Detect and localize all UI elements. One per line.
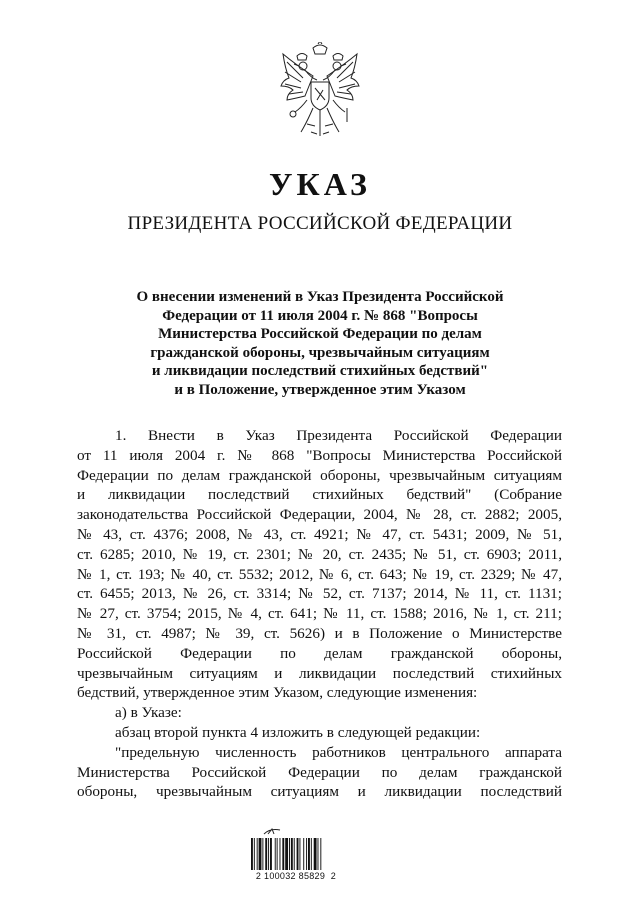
body-line: от 11 июля 2004 г. № 868 "Вопросы Министерства Российской xyxy=(77,446,562,464)
barcode-bar xyxy=(289,838,290,870)
barcode-bar xyxy=(297,838,299,870)
barcode-bar xyxy=(275,838,276,870)
body-line: № 27, ст. 3754; 2015, № 4, ст. 641; № 11, ст. 1588; 2016, № 1, ст. 211; xyxy=(77,605,562,623)
body-line: обороны, чрезвычайным ситуациям и ликвидации последствий xyxy=(77,783,562,801)
issuer-heading: ПРЕЗИДЕНТА РОССИЙСКОЙ ФЕДЕРАЦИИ xyxy=(127,213,513,234)
title-line: Федерации от 11 июля 2004 г. № 868 "Вопросы xyxy=(162,307,478,324)
title-line: и в Положение, утвержденное этим Указом xyxy=(174,381,466,398)
barcode-bar xyxy=(277,838,278,870)
barcode-bar xyxy=(311,838,312,870)
barcode-bar xyxy=(291,838,293,870)
body-line: 1. Внести в Указ Президента Российской Федерации xyxy=(115,427,562,444)
document-type-heading: УКАЗ xyxy=(269,166,371,202)
barcode-bar xyxy=(294,838,295,870)
coat-of-arms-emblem xyxy=(277,42,363,142)
title-line: Министерства Российской Федерации по делам xyxy=(158,326,482,342)
barcode-bar xyxy=(262,838,263,870)
barcode-bar xyxy=(285,838,288,870)
body-line: и ликвидации последствий стихийных бедствий" (Собрание xyxy=(77,486,562,504)
body-line: ст. 6455; 2013, № 26, ст. 3314; № 52, ст. 7137; 2014, № 11, ст. 1131; xyxy=(77,585,562,603)
body-line: абзац второй пункта 4 изложить в следующей редакции: xyxy=(115,723,481,741)
barcode-bar xyxy=(254,838,255,870)
barcode-bar xyxy=(314,838,317,870)
barcode-bar xyxy=(320,838,321,870)
body-line: Министерства Российской Федерации по делам гражданской xyxy=(77,763,562,781)
barcode-bar xyxy=(308,838,310,870)
barcode-bar xyxy=(265,838,267,870)
body-line: Федерации по делам гражданской обороны, чрезвычайным ситуациям xyxy=(77,466,562,484)
barcode-bar xyxy=(318,838,319,870)
body-line: Российской Федерации по делам гражданской обороны, xyxy=(77,644,562,662)
barcode-bar xyxy=(280,838,281,870)
barcode-bar xyxy=(303,838,304,870)
body-text xyxy=(77,426,562,802)
barcode-bar xyxy=(306,838,307,870)
barcode-block xyxy=(234,826,358,886)
barcode-bar xyxy=(268,838,269,870)
body-line: бедствий, утвержденное этим Указом, следующие изменения: xyxy=(77,684,478,702)
barcode-bar xyxy=(282,838,284,870)
document-title xyxy=(100,288,540,399)
body-line: ст. 6285; 2010, № 19, ст. 2301; № 20, ст. 2435; № 51, ст. 6903; 2011, xyxy=(77,545,562,563)
body-line: "предельную численность работников центрального аппарата xyxy=(115,743,562,761)
barcode-bar xyxy=(251,838,253,870)
registration-mark-icon xyxy=(262,826,282,836)
body-line: законодательства Российской Федерации, 2004, № 28, ст. 2882; 2005, xyxy=(77,506,562,524)
title-line: О внесении изменений в Указ Президента Российской xyxy=(136,289,504,305)
barcode-bar xyxy=(299,838,300,870)
body-line: а) в Указе: xyxy=(115,704,182,722)
title-line: гражданской обороны, чрезвычайным ситуациям xyxy=(150,344,490,361)
body-line: чрезвычайным ситуациям и ликвидации последствий стихийных xyxy=(77,664,562,682)
barcode-bar xyxy=(270,838,272,870)
barcode-bar xyxy=(259,838,262,870)
barcode-bar xyxy=(257,838,258,870)
body-line: № 43, ст. 4376; 2008, № 43, ст. 4921; № 47, ст. 5431; 2009, № 51, xyxy=(77,525,562,543)
barcode-number: 2 100032 85829 2 xyxy=(255,871,337,881)
body-line: № 1, ст. 193; № 40, ст. 5532; 2012, № 6, ст. 643; № 19, ст. 2329; № 47, xyxy=(77,565,562,583)
body-line: № 31, ст. 4987; № 39, ст. 5626) и в Положение о Министерстве xyxy=(77,624,562,642)
title-line: и ликвидации последствий стихийных бедствий" xyxy=(151,363,489,379)
barcode xyxy=(251,838,347,870)
